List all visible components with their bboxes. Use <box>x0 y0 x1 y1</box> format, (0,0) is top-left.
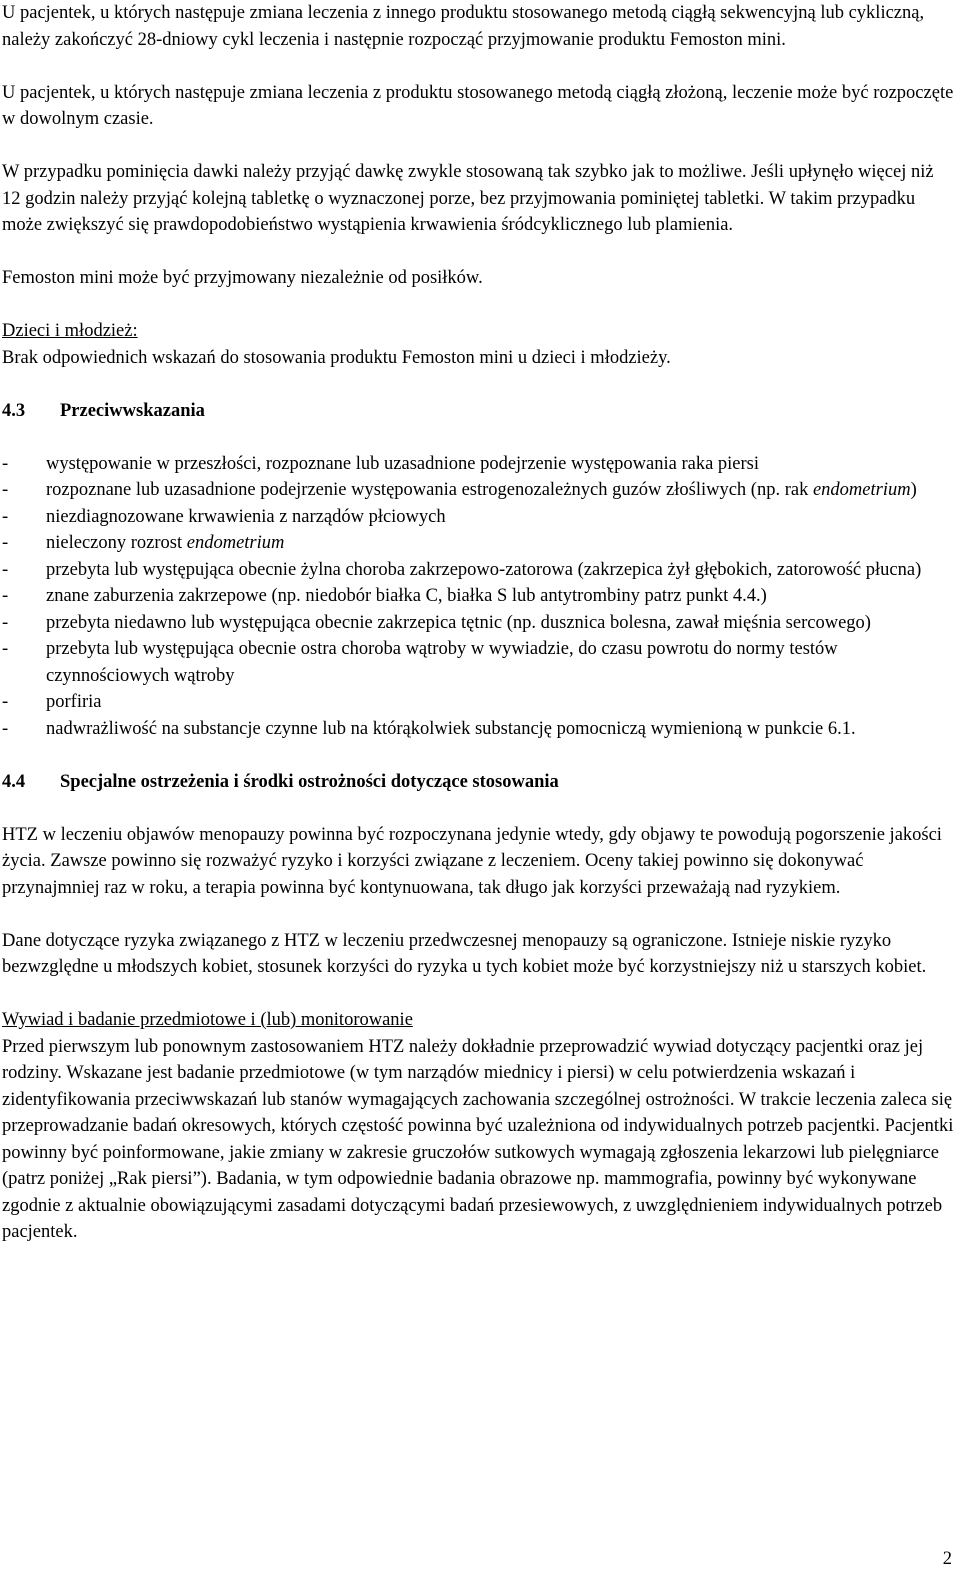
list-item-text <box>46 530 954 557</box>
list-item <box>2 610 954 637</box>
list-dash: - <box>2 533 9 553</box>
list-item-main: przebyta niedawno lub występująca obecnie zakrzepica tętnic (np. dusznica bolesna, zawał mięśnia sercowego) <box>46 612 871 633</box>
list-dash: - <box>2 586 9 606</box>
children-text: Brak odpowiednich wskazań do stosowania produktu Femoston mini u dzieci i młodzieży. <box>2 347 671 368</box>
list-item-italic: endometrium <box>186 533 285 553</box>
list-dash: - <box>2 639 9 659</box>
section-title: Specjalne ostrzeżenia i środki ostrożności dotyczące stosowania <box>60 771 559 792</box>
paragraph-missed-dose: W przypadku pominięcia dawki należy przyjąć dawkę zwykle stosowaną tak szybko jak to możliwe. Jeśli upłynęło więcej niż 12 godzin należy przyjąć kolejną tabletkę o wyznaczonej porze, bez przyjmowania pominiętej tabletki. W takim przypadku może zwiększyć się prawdopodobieństwo wystąpienia krwawienia śródcyklicznego lub plamienia. <box>2 162 934 235</box>
list-item-main: nadwrażliwość na substancje czynne lub na którąkolwiek substancję pomocniczą wymienioną w punkcie 6.1. <box>46 718 856 739</box>
paragraph-switch-continuous: U pacjentek, u których następuje zmiana leczenia z produktu stosowanego metodą ciągłą złożoną, leczenie może być rozpoczęte w dowolnym czasie. <box>2 82 954 129</box>
list-dash: - <box>2 559 9 580</box>
list-item-text <box>46 557 954 584</box>
list-item <box>2 504 954 531</box>
list-item-main: przebyta lub występująca obecnie ostra choroba wątroby w wywiadzie, do czasu powrotu do normy testów czynnościowych wątroby <box>46 639 838 686</box>
list-dash: - <box>2 692 9 712</box>
document-page <box>2 0 954 1246</box>
list-item-main: porfiria <box>46 692 102 712</box>
list-item-text <box>46 583 954 610</box>
list-item-text <box>46 636 954 689</box>
page-number: 2 <box>942 1549 952 1569</box>
list-dash: - <box>2 506 9 527</box>
list-dash: - <box>2 480 9 500</box>
list-item <box>2 557 954 584</box>
list-item <box>2 530 954 557</box>
list-item-text <box>46 504 954 531</box>
section-number: 4.4 <box>2 771 26 792</box>
list-item <box>2 477 954 504</box>
list-item <box>2 451 954 478</box>
contraindications-list <box>2 451 954 743</box>
list-item-main: występowanie w przeszłości, rozpoznane lub uzasadnione podejrzenie występowania raka piersi <box>46 453 760 474</box>
list-item-main: rozpoznane lub uzasadnione podejrzenie występowania estrogenozależnych guzów złośliwych (np. rak <box>46 480 813 500</box>
list-item-main: znane zaburzenia zakrzepowe (np. niedobór białka C, białka S lub antytrombiny patrz punkt 4.4.) <box>46 586 767 606</box>
section-heading-4-4 <box>2 769 954 796</box>
paragraph-examination: Przed pierwszym lub ponownym zastosowaniem HTZ należy dokładnie przeprowadzić wywiad dotyczący pacjentki oraz jej rodziny. Wskazane jest badanie przedmiotowe (w tym narządów miednicy i piersi) w celu potwierdzenia wskazań i zidentyfikowania przeciwwskazań lub stanów wymagających zachowania szczególnej ostrożności. W trakcie leczenia zaleca się przeprowadzanie badań okresowych, których częstość powinna być uzależniona od indywidualnych potrzeb pacjentki. Pacjentki powinny być poinformowane, jakie zmiany w zakresie gruczołów sutkowych wymagają zgłoszenia lekarzowi lub pielęgniarce (patrz poniżej „Rak piersi”). Badania, w tym odpowiednie badania obrazowe np. mammografia, powinny być wykonywane zgodnie z aktualnie obowiązującymi zasadami dotyczącymi badań przesiewowych, z uwzględnieniem indywidualnych potrzeb pacjentek. <box>2 1036 954 1242</box>
paragraph-htz-indication: HTZ w leczeniu objawów menopauzy powinna być rozpoczynana jedynie wtedy, gdy objawy te powodują pogorszenie jakości życia. Zawsze powinno się rozważyć ryzyko i korzyści związane z leczeniem. Oceny takiej powinno się dokonywać przynajmniej raz w roku, a terapia powinna być kontynuowana, tak długo jak korzyści przeważają nad ryzykiem. <box>2 824 942 898</box>
section-title: Przeciwwskazania <box>60 400 205 421</box>
list-item-after: ) <box>910 480 917 500</box>
list-item-main: przebyta lub występująca obecnie żylna choroba zakrzepowo-zatorowa (zakrzepica żył głębokich, zatorowość płucna) <box>46 559 922 580</box>
list-item-text <box>46 610 954 637</box>
list-item-italic: endometrium <box>812 480 911 500</box>
subheading-examination: Wywiad i badanie przedmiotowe i (lub) monitorowanie <box>2 1010 413 1030</box>
list-item <box>2 716 954 743</box>
list-item <box>2 636 954 689</box>
list-item <box>2 689 954 716</box>
list-dash: - <box>2 612 9 633</box>
list-item-text <box>46 477 954 504</box>
list-item-text <box>46 689 954 716</box>
list-item <box>2 583 954 610</box>
list-item-main: nieleczony rozrost <box>46 533 187 553</box>
children-heading: Dzieci i młodzież: <box>2 321 138 341</box>
paragraph-premature-menopause: Dane dotyczące ryzyka związanego z HTZ w leczeniu przedwczesnej menopauzy są ograniczone. Istnieje niskie ryzyko bezwzględne u młodszych kobiet, stosunek korzyści do ryzyka u tych kobiet może być korzystniejszy niż u starszych kobiet. <box>2 930 927 977</box>
list-item-text <box>46 451 954 478</box>
paragraph-switch-sequential: U pacjentek, u których następuje zmiana leczenia z innego produktu stosowanego metodą ciągłą sekwencyjną lub cykliczną, należy zakończyć 28-dniowy cykl leczenia i następnie rozpocząć przyjmowanie produktu Femoston mini. <box>2 3 925 50</box>
paragraph-meals: Femoston mini może być przyjmowany niezależnie od posiłków. <box>2 268 483 288</box>
list-item-main: niezdiagnozowane krwawienia z narządów płciowych <box>46 506 446 527</box>
list-dash: - <box>2 453 9 474</box>
list-dash: - <box>2 718 9 739</box>
list-item-text <box>46 716 954 743</box>
section-heading-4-3 <box>2 398 954 425</box>
section-number: 4.3 <box>2 400 26 421</box>
